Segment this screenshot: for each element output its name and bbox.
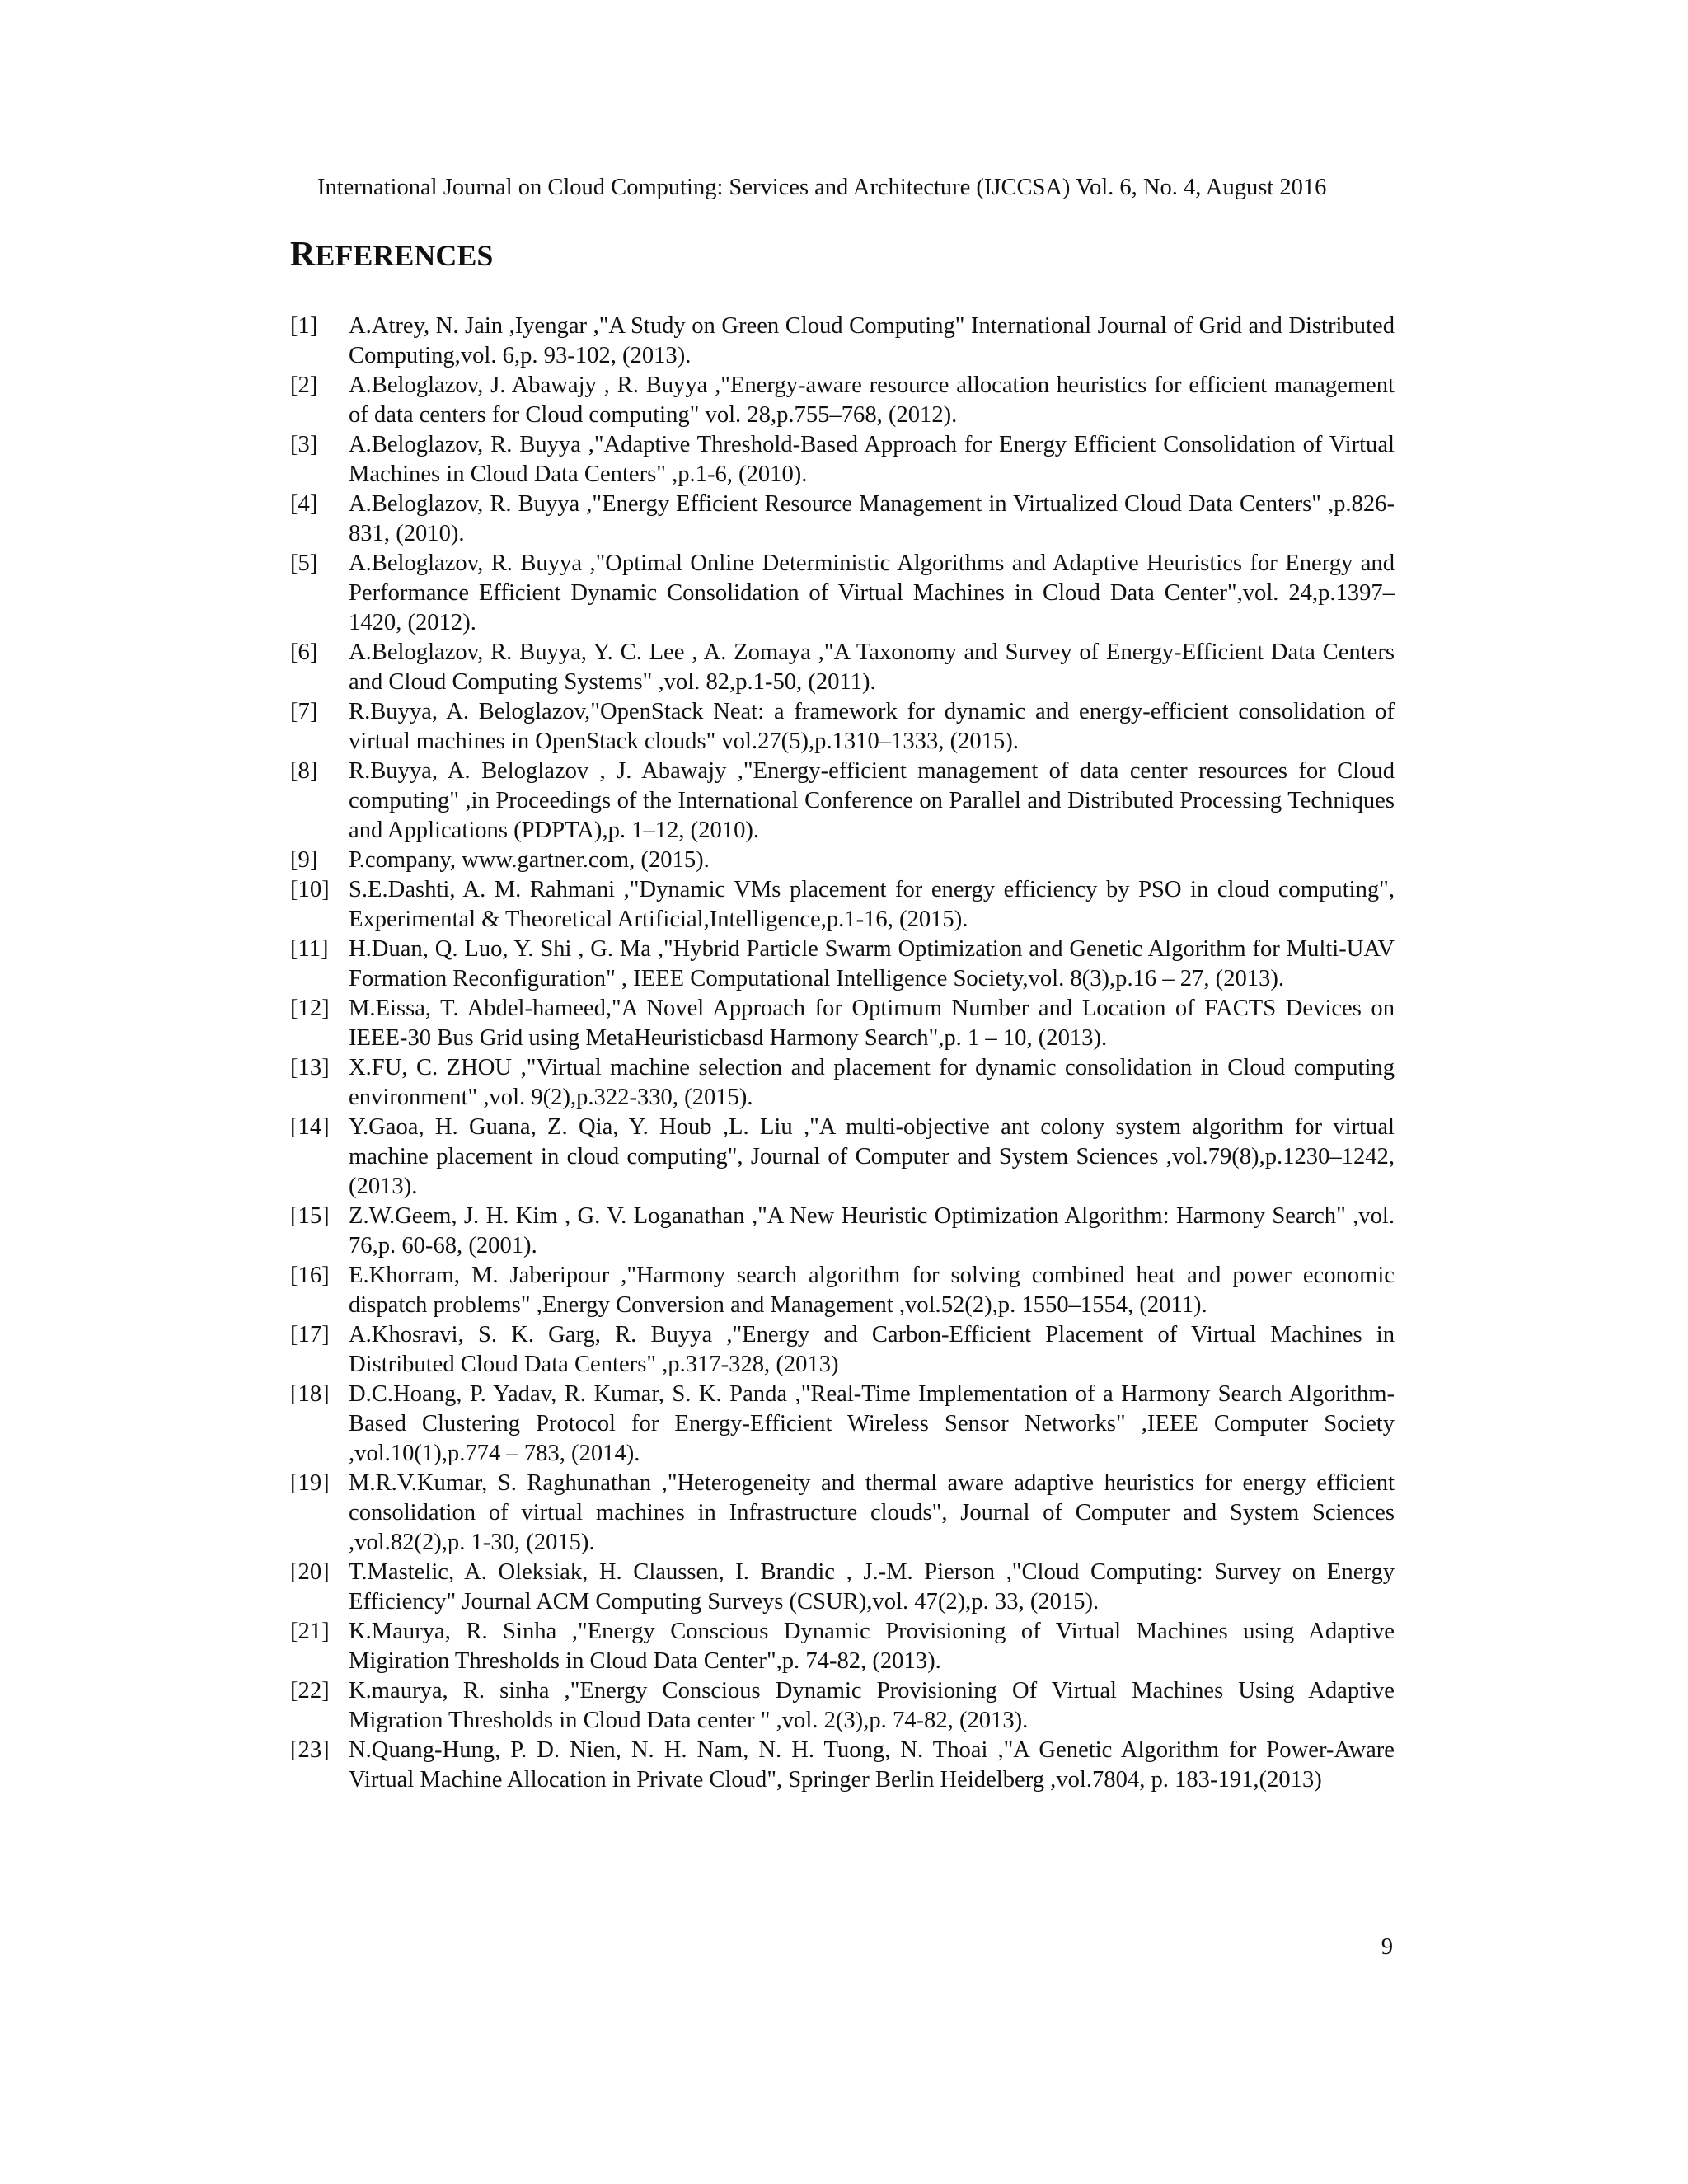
reference-text: S.E.Dashti, A. M. Rahmani ,"Dynamic VMs placement for energy efficiency by PSO in cloud computing", Experimental & Theoretical Artificial,Intelligence,p.1-16, (2015). (349, 877, 1395, 932)
running-header: International Journal on Cloud Computing: Services and Architecture (IJCCSA) Vol. 6, No. 4, August 2016 (317, 175, 1327, 200)
reference-item (290, 1113, 1395, 1202)
reference-text: E.Khorram, M. Jaberipour ,"Harmony search algorithm for solving combined heat and power economic dispatch problems" ,Energy Conversion and Management ,vol.52(2),p. 1550–1554, (2011). (349, 1263, 1395, 1318)
reference-text: K.maurya, R. sinha ,"Energy Conscious Dynamic Provisioning Of Virtual Machines Using Adaptive Migration Thresholds in Cloud Data center " ,vol. 2(3),p. 74-82, (2013). (349, 1678, 1395, 1733)
reference-item (290, 1469, 1395, 1558)
reference-item (290, 1261, 1395, 1320)
reference-text: R.Buyya, A. Beloglazov,"OpenStack Neat: a framework for dynamic and energy-efficient consolidation of virtual machines in OpenStack clouds" vol.27(5),p.1310–1333, (2015). (349, 699, 1395, 754)
reference-item (290, 994, 1395, 1053)
reference-text: R.Buyya, A. Beloglazov , J. Abawajy ,"Energy-efficient management of data center resources for Cloud computing" ,in Proceedings of the International Conference on Parallel and Distributed Processing Techniques and Applications (PDPTA),p. 1–12, (2010). (349, 758, 1395, 843)
reference-text: A.Atrey, N. Jain ,Iyengar ,"A Study on Green Cloud Computing" International Journal of Grid and Distributed Computing,vol. 6,p. 93-102, (2013). (349, 313, 1395, 368)
reference-number: [18] (290, 1381, 330, 1407)
reference-number: [21] (290, 1619, 330, 1644)
reference-number: [13] (290, 1055, 330, 1080)
reference-number: [8] (290, 758, 318, 784)
reference-item (290, 490, 1395, 549)
reference-item (290, 1202, 1395, 1261)
reference-text: M.R.V.Kumar, S. Raghunathan ,"Heterogeneity and thermal aware adaptive heuristics for energy efficient consolidation of virtual machines in Infrastructure clouds", Journal of Computer and System Sciences ,vol.82(2),p. 1-30, (2015). (349, 1470, 1395, 1555)
section-title (290, 236, 493, 274)
reference-item (290, 846, 1395, 875)
reference-number: [3] (290, 432, 318, 457)
reference-list (290, 312, 1395, 1795)
reference-number: [9] (290, 847, 318, 873)
reference-item (290, 1617, 1395, 1676)
reference-number: [23] (290, 1737, 330, 1763)
reference-number: [2] (290, 373, 318, 398)
reference-item (290, 1380, 1395, 1469)
reference-text: A.Khosravi, S. K. Garg, R. Buyya ,"Energy and Carbon-Efficient Placement of Virtual Machines in Distributed Cloud Data Centers" ,p.317-328, (2013) (349, 1322, 1395, 1377)
reference-text: Y.Gaoa, H. Guana, Z. Qia, Y. Houb ,L. Liu ,"A multi-objective ant colony system algorithm for virtual machine placement in cloud computing", Journal of Computer and System Sciences ,vol.79(8),p.1230–1242, (2013). (349, 1114, 1395, 1199)
reference-number: [14] (290, 1114, 330, 1140)
reference-number: [7] (290, 699, 318, 724)
reference-number: [16] (290, 1263, 330, 1288)
reference-number: [4] (290, 491, 318, 517)
reference-text: D.C.Hoang, P. Yadav, R. Kumar, S. K. Panda ,"Real-Time Implementation of a Harmony Search Algorithm-Based Clustering Protocol for Energy-Efficient Wireless Sensor Networks" ,IEEE Computer Society ,vol.10(1),p.774 – 783, (2014). (349, 1381, 1395, 1466)
reference-text: A.Beloglazov, R. Buyya ,"Adaptive Threshold-Based Approach for Energy Efficient Consolidation of Virtual Machines in Cloud Data Centers" ,p.1-6, (2010). (349, 432, 1395, 487)
reference-item (290, 935, 1395, 994)
reference-text: A.Beloglazov, R. Buyya, Y. C. Lee , A. Zomaya ,"A Taxonomy and Survey of Energy-Efficient Data Centers and Cloud Computing Systems" ,vol. 82,p.1-50, (2011). (349, 640, 1395, 695)
reference-text: P.company, www.gartner.com, (2015). (349, 847, 710, 873)
reference-number: [1] (290, 313, 318, 339)
reference-item (290, 312, 1395, 371)
section-title-initial: R (290, 236, 316, 274)
reference-item (290, 638, 1395, 697)
reference-text: H.Duan, Q. Luo, Y. Shi , G. Ma ,"Hybrid Particle Swarm Optimization and Genetic Algorithm for Multi-UAV Formation Reconfiguration" , IEEE Computational Intelligence Society,vol. 8(3),p.16 – 27, (2013). (349, 936, 1395, 991)
reference-number: [11] (290, 936, 329, 962)
reference-number: [12] (290, 996, 330, 1021)
section-title-rest: EFERENCES (315, 239, 494, 272)
reference-number: [17] (290, 1322, 330, 1347)
reference-item (290, 1053, 1395, 1113)
reference-number: [20] (290, 1559, 330, 1585)
reference-item (290, 757, 1395, 846)
reference-text: A.Beloglazov, R. Buyya ,"Energy Efficient Resource Management in Virtualized Cloud Data Centers" ,p.826-831, (2010). (349, 491, 1395, 546)
reference-text: A.Beloglazov, R. Buyya ,"Optimal Online Deterministic Algorithms and Adaptive Heuristics for Energy and Performance Efficient Dynamic Consolidation of Virtual Machines in Cloud Data Center",vol. 24,p.1397–1420, (2012). (349, 551, 1395, 635)
reference-number: [6] (290, 640, 318, 665)
reference-item (290, 1736, 1395, 1795)
reference-text: T.Mastelic, A. Oleksiak, H. Claussen, I. Brandic , J.-M. Pierson ,"Cloud Computing: Survey on Energy Efficiency" Journal ACM Computing Surveys (CSUR),vol. 47(2),p. 33, (2015). (349, 1559, 1395, 1615)
reference-number: [10] (290, 877, 330, 902)
reference-item (290, 1558, 1395, 1617)
reference-text: K.Maurya, R. Sinha ,"Energy Conscious Dynamic Provisioning of Virtual Machines using Adaptive Migiration Thresholds in Cloud Data Center",p. 74-82, (2013). (349, 1619, 1395, 1674)
reference-item (290, 549, 1395, 638)
reference-number: [19] (290, 1470, 330, 1496)
reference-text: X.FU, C. ZHOU ,"Virtual machine selection and placement for dynamic consolidation in Cloud computing environment" ,vol. 9(2),p.322-330, (2015). (349, 1055, 1395, 1110)
reference-item (290, 875, 1395, 935)
reference-item (290, 430, 1395, 490)
reference-text: A.Beloglazov, J. Abawajy , R. Buyya ,"Energy-aware resource allocation heuristics for efficient management of data centers for Cloud computing" vol. 28,p.755–768, (2012). (349, 373, 1395, 428)
reference-item (290, 1676, 1395, 1736)
page-number: 9 (1381, 1934, 1393, 1960)
reference-item (290, 1320, 1395, 1380)
reference-number: [15] (290, 1203, 330, 1229)
reference-number: [22] (290, 1678, 330, 1704)
reference-number: [5] (290, 551, 318, 576)
reference-item (290, 697, 1395, 757)
reference-item (290, 371, 1395, 430)
reference-text: N.Quang-Hung, P. D. Nien, N. H. Nam, N. H. Tuong, N. Thoai ,"A Genetic Algorithm for Power-Aware Virtual Machine Allocation in Private Cloud", Springer Berlin Heidelberg ,vol.7804, p. 183-191,(2013) (349, 1737, 1395, 1793)
reference-text: M.Eissa, T. Abdel-hameed,"A Novel Approach for Optimum Number and Location of FACTS Devices on IEEE-30 Bus Grid using MetaHeuristicbasd Harmony Search",p. 1 – 10, (2013). (349, 996, 1395, 1051)
reference-text: Z.W.Geem, J. H. Kim , G. V. Loganathan ,"A New Heuristic Optimization Algorithm: Harmony Search" ,vol. 76,p. 60-68, (2001). (349, 1203, 1395, 1258)
